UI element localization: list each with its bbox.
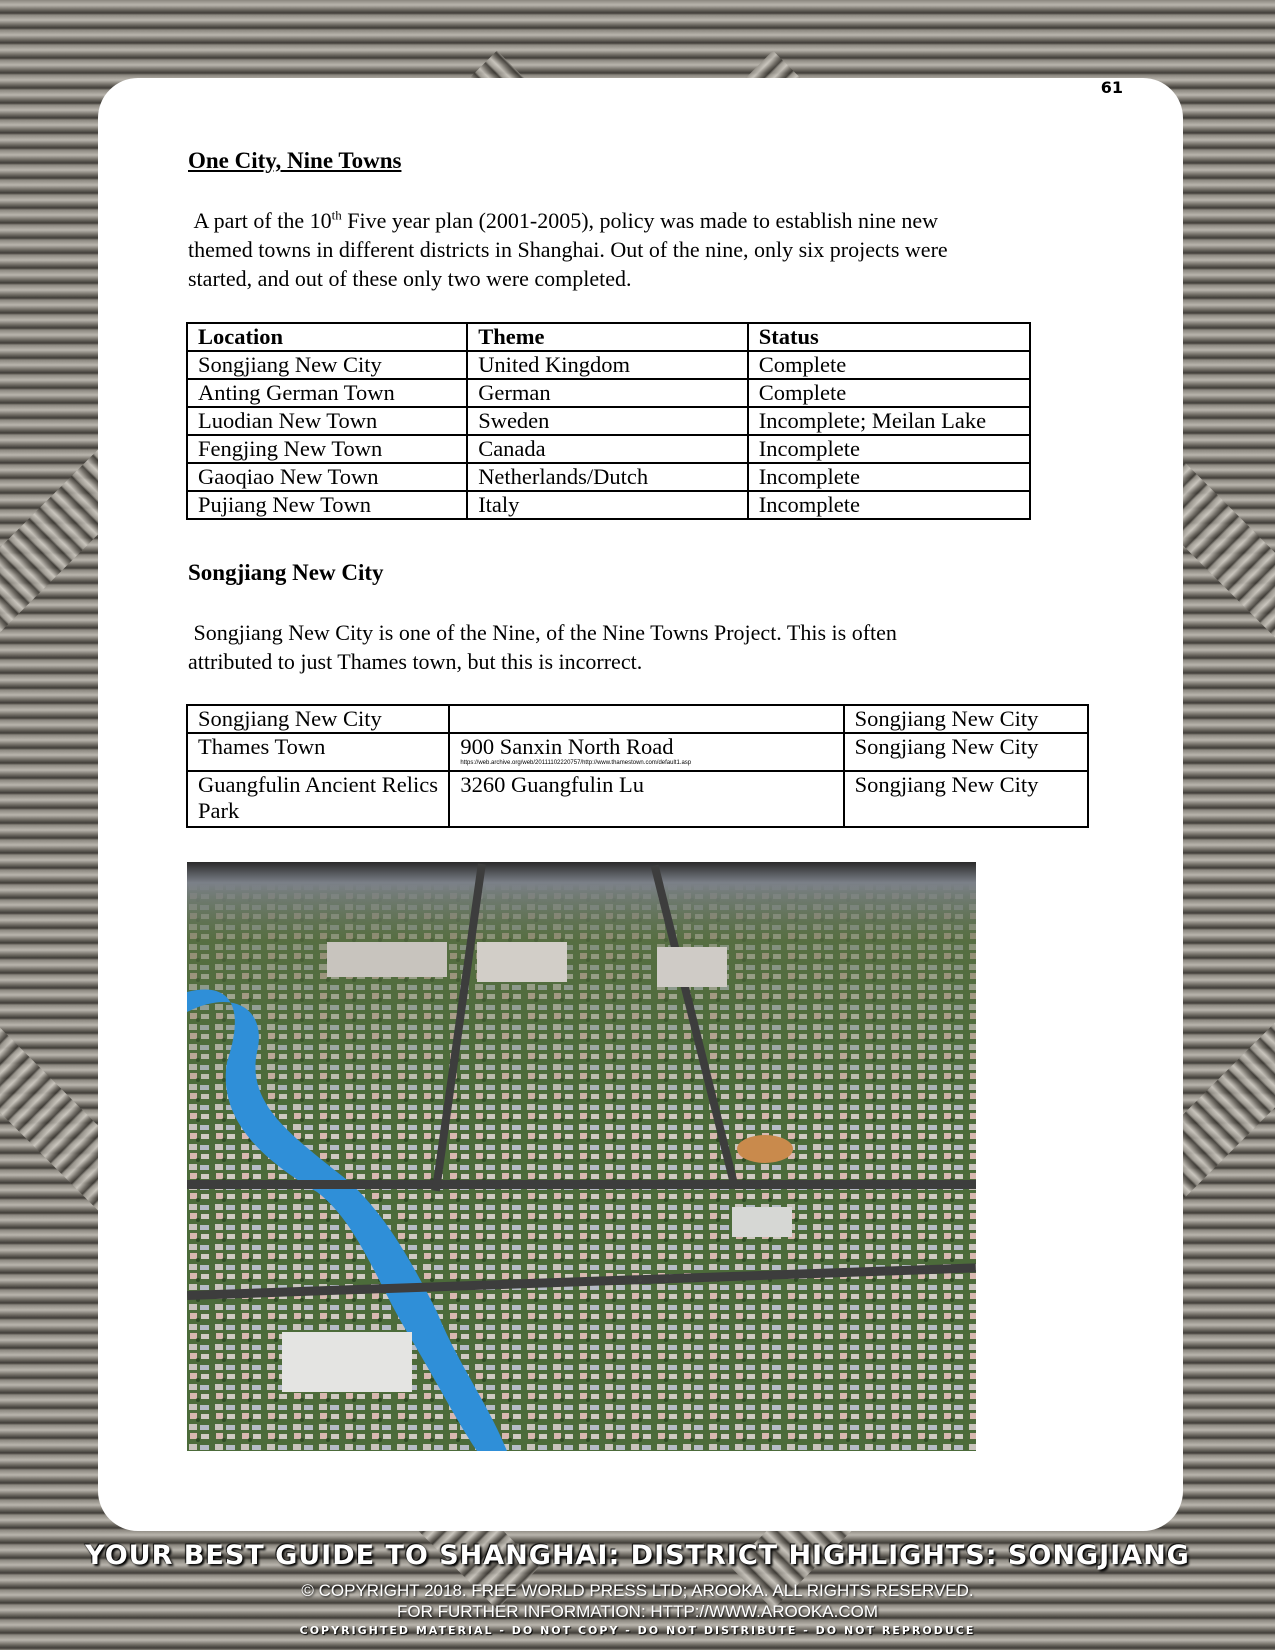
footer-guide-title: YOUR BEST GUIDE TO SHANGHAI: DISTRICT HIGHLIGHTS: SONGJIANG xyxy=(85,1540,1190,1571)
table-cell: Canada xyxy=(467,435,748,463)
table-cell: Incomplete; Meilan Lake xyxy=(748,407,1030,435)
table-cell: Italy xyxy=(467,491,748,519)
table-row xyxy=(187,733,1088,771)
table-row xyxy=(187,379,1030,407)
table-cell: German xyxy=(467,379,748,407)
place-address: 900 Sanxin North Road xyxy=(460,734,674,759)
table-row xyxy=(187,771,1088,827)
songjiang-paragraph: Songjiang New City is one of the Nine, of the Nine Towns Project. This is often attributed to just Thames town, but this is incorrect. xyxy=(188,620,897,674)
section-heading-nine-towns: One City, Nine Towns xyxy=(188,148,402,173)
table-cell: Gaoqiao New Town xyxy=(187,463,467,491)
table-cell: Luodian New Town xyxy=(187,407,467,435)
page-number: 61 xyxy=(1100,78,1123,97)
table-header-row xyxy=(187,323,1030,351)
column-header: Location xyxy=(187,323,467,351)
table-cell: Incomplete xyxy=(748,491,1030,519)
place-district: Songjiang New City xyxy=(844,771,1088,827)
table-row xyxy=(187,351,1030,379)
table-cell: Sweden xyxy=(467,407,748,435)
place-name: Thames Town xyxy=(187,733,449,771)
table-cell: Songjiang New City xyxy=(187,351,467,379)
place-district: Songjiang New City xyxy=(844,705,1088,733)
table-cell: Anting German Town xyxy=(187,379,467,407)
place-address-cell xyxy=(449,733,843,771)
table-cell: Fengjing New Town xyxy=(187,435,467,463)
table-row xyxy=(187,435,1030,463)
table-cell: Incomplete xyxy=(748,463,1030,491)
places-table xyxy=(186,704,1089,828)
table-cell: Incomplete xyxy=(748,435,1030,463)
footer-notice: COPYRIGHTED MATERIAL - DO NOT COPY - DO NOT DISTRIBUTE - DO NOT REPRODUCE xyxy=(299,1624,976,1637)
city-model-photo xyxy=(187,862,976,1451)
place-name: Songjiang New City xyxy=(187,705,449,733)
table-cell: United Kingdom xyxy=(467,351,748,379)
table-cell: Complete xyxy=(748,379,1030,407)
column-header: Theme xyxy=(467,323,748,351)
table-cell: Pujiang New Town xyxy=(187,491,467,519)
place-name: Guangfulin Ancient Relics Park xyxy=(187,771,449,827)
table-row xyxy=(187,705,1088,733)
place-address: 3260 Guangfulin Lu xyxy=(449,771,843,827)
table-cell: Netherlands/Dutch xyxy=(467,463,748,491)
table-cell: Complete xyxy=(748,351,1030,379)
section-heading-songjiang: Songjiang New City xyxy=(188,560,384,585)
place-district: Songjiang New City xyxy=(844,733,1088,771)
footer-website[interactable]: FOR FURTHER INFORMATION: HTTP://WWW.AROOKA.COM xyxy=(396,1602,878,1621)
column-header: Status xyxy=(748,323,1030,351)
table-row xyxy=(187,407,1030,435)
place-address xyxy=(449,705,843,733)
nine-towns-table xyxy=(186,322,1031,520)
footer-copyright: © COPYRIGHT 2018. FREE WORLD PRESS LTD; AROOKA. ALL RIGHTS RESERVED. xyxy=(301,1581,974,1600)
table-row xyxy=(187,491,1030,519)
page-card xyxy=(98,78,1183,1531)
archive-link[interactable]: https://web.archive.org/web/20111102220757/http://www.thamestown.com/default1.asp xyxy=(460,760,692,766)
table-row xyxy=(187,463,1030,491)
intro-paragraph: A part of the 10th Five year plan (2001-2005), policy was made to establish nine new themed towns in different districts in Shanghai. Out of the nine, only six projects were started, and out of these only two were completed. xyxy=(188,207,948,291)
